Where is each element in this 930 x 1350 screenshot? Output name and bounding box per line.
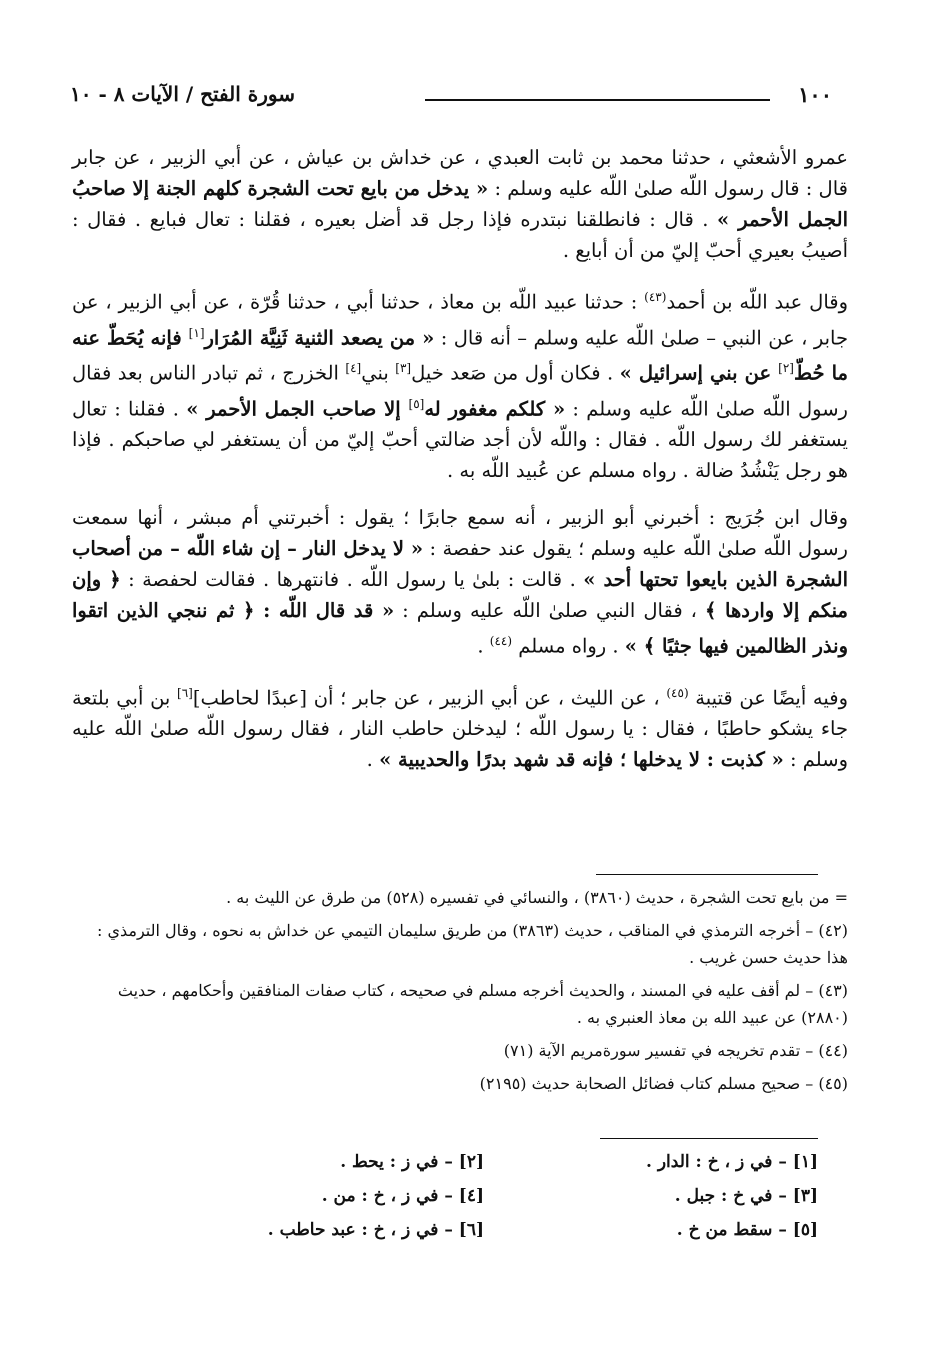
reference-marker: (٤٣) [644,290,667,304]
body-text: ، فقال النبي صلىٰ اللّه عليه وسلم : [394,599,705,622]
variant-note: [١] – في ز ، خ : الدار . [646,1152,818,1172]
hadith-quote: « كذبت : لا يدخلها ؛ فإنه قد شهد بدرًا والحديبية » [379,748,784,771]
reference-marker: [٤] [345,361,362,375]
header-rule [425,99,770,101]
variant-row [150,1186,818,1220]
variant-note: [٥] – سقط من خ . [676,1220,818,1240]
body-text: بن أبي بلتعة جاء يشكو حاطبًا ، فقال : يا رسول اللّه ؛ ليدخلن حاطب النار ، فقال رسول اللّه صلىٰ اللّه عليه وسلم : [72,686,848,771]
body-text: . قالت : بلىٰ يا رسول اللّه . فانتهرها . فقالت لحفصة : [120,568,584,591]
reference-marker: (٤٤) [489,634,513,648]
body-text: عمرو الأشعثي ، حدثنا محمد بن ثابت العبدي ، عن خداش بن عياش ، عن أبي الزبير ، عن جابر قال : قال رسول اللّه صلىٰ اللّه عليه وسلم : [72,146,848,200]
reference-marker: [١] [188,325,205,340]
variant-note: [٣] – في خ : جبل . [674,1186,818,1206]
running-title: سورة الفتح / الآيات ٨ - ١٠ [70,82,296,106]
body-text: . [477,634,490,658]
footnote: (٤٥) – صحيح مسلم كتاب فضائل الصحابة حديث (٢١٩٥) [479,1074,848,1093]
body-text: بني [361,361,396,385]
page-header [70,82,860,118]
body-text: ، عن الليث ، عن أبي الزبير ، عن جابر ؛ أن [عبدًا لحاطب] [192,686,667,709]
body-text: . [366,748,380,771]
body-paragraph [72,678,848,776]
hadith-quote: عن بني إسرائيل » [619,361,779,385]
variant-row [150,1152,818,1186]
page-number: ١٠٠ [798,82,832,107]
reference-marker: (٤٥) [666,685,689,700]
reference-marker: [٥] [408,396,425,411]
hadith-quote: ﴿ وإن منكم إلا واردها ﴾ [72,568,848,622]
body-text: : حدثنا عبيد اللّه بن معاذ ، حدثنا أبي ، حدثنا قُرّة ، عن أبي الزبير ، عن جابر ، عن النبي – صلىٰ اللّه عليه وسلم – أنه قال : [72,290,849,349]
variant-row [150,1220,818,1254]
footnote-separator [596,874,818,875]
body-text: . فقلنا : تعال يستغفر لك رسول اللّه . فقال : واللّه لأن أجد ضالتي أحبّ إليّ من أن يستغفر لي صاحبكم . فإذا هو رجل يَنْشُدُ ضالة . رواه مسلم عن عُبيد اللّه به . [72,397,848,482]
hadith-quote: « قد قال اللّه : ﴿ ثم ننجي الذين اتقوا ونذر الظالمين فيها جثيًا ﴾ » [72,599,848,658]
body-text: وقال عبد اللّه بن أحمد [666,290,849,314]
footnote: (٤٣) – لم أقف عليه في المسند ، والحديث أخرجه مسلم في صحيحه ، كتاب صفات المنافقين وأحكامهم ، حديث (٢٨٨٠) عن عبيد الله بن معاذ العنبري به . [117,981,848,1027]
body-text: وفيه أيضًا عن قتيبة [688,686,848,709]
reference-marker: [٣] [395,361,412,375]
body-paragraph [72,142,848,266]
hadith-quote: إلا صاحب الجمل الأحمر » [186,397,409,420]
body-text: . فكان أول من صَعد خيل [411,361,620,385]
manuscript-variants [150,1152,818,1254]
body-paragraph [72,502,848,662]
footnote: (٤٢) – أخرجه الترمذي في المناقب ، حديث (٣٨٦٣) من طريق سليمان التيمي عن خداش به نحوه ، وقال الترمذي : هذا حديث حسن غريب . [96,921,848,967]
body-paragraph [72,282,848,486]
variant-note: [٢] – في ز : يحط . [340,1152,484,1172]
hadith-quote: فإنه يُحَطّ عنه ما حُطّ [72,326,848,385]
footnote: = من بايع تحت الشجرة ، حديث (٣٨٦٠) ، والنسائي في تفسيره (٥٢٨) من طرق عن الليث به . [226,888,848,907]
variant-note: [٤] – في ز ، خ : من . [321,1186,484,1206]
hadith-quote: « كلكم مغفور له [424,397,566,420]
body-text: . قال : فانطلقنا نبتدره فإذا رجل قد أضل بعيره ، فقلنا : تعال فبايع . فقال : أصيبُ بعيري أحبّ إليّ من أن أبايع . [72,208,848,262]
body-text: الخزرج ، ثم تبادر الناس بعد فقال رسول اللّه صلىٰ اللّه عليه وسلم : [72,361,848,420]
hadith-quote: « لا يدخل النار – إن شاء اللّه – من أصحاب الشجرة الذين بايعوا تحتها أحد » [72,537,848,591]
hadith-quote: « من يصعد الثنية ثَنِيَّة المُرَار [204,326,435,349]
variants-separator [600,1138,818,1139]
hadith-quote: « يدخل من بايع تحت الشجرة كلهم الجنة إلا صاحبُ الجمل الأحمر » [72,177,848,231]
footnote: (٤٤) – تقدم تخريجه في تفسير سورةمريم الآية (٧١) [503,1041,848,1060]
reference-marker: [٢] [778,361,794,375]
reference-marker: [٦] [177,685,193,700]
body-text: . رواه مسلم [512,634,625,658]
main-text [72,142,848,791]
body-text: وقال ابن جُرَيج : أخبرني أبو الزبير ، أنه سمع جابرًا ؛ يقول : أخبرتني أم مبشر ، أنها سمعت رسول اللّه صلىٰ اللّه عليه وسلم ؛ يقول عند حفصة : [72,506,848,560]
footnotes [72,884,848,1103]
variant-note: [٦] – في ز ، خ : عبد حاطب . [267,1220,484,1240]
